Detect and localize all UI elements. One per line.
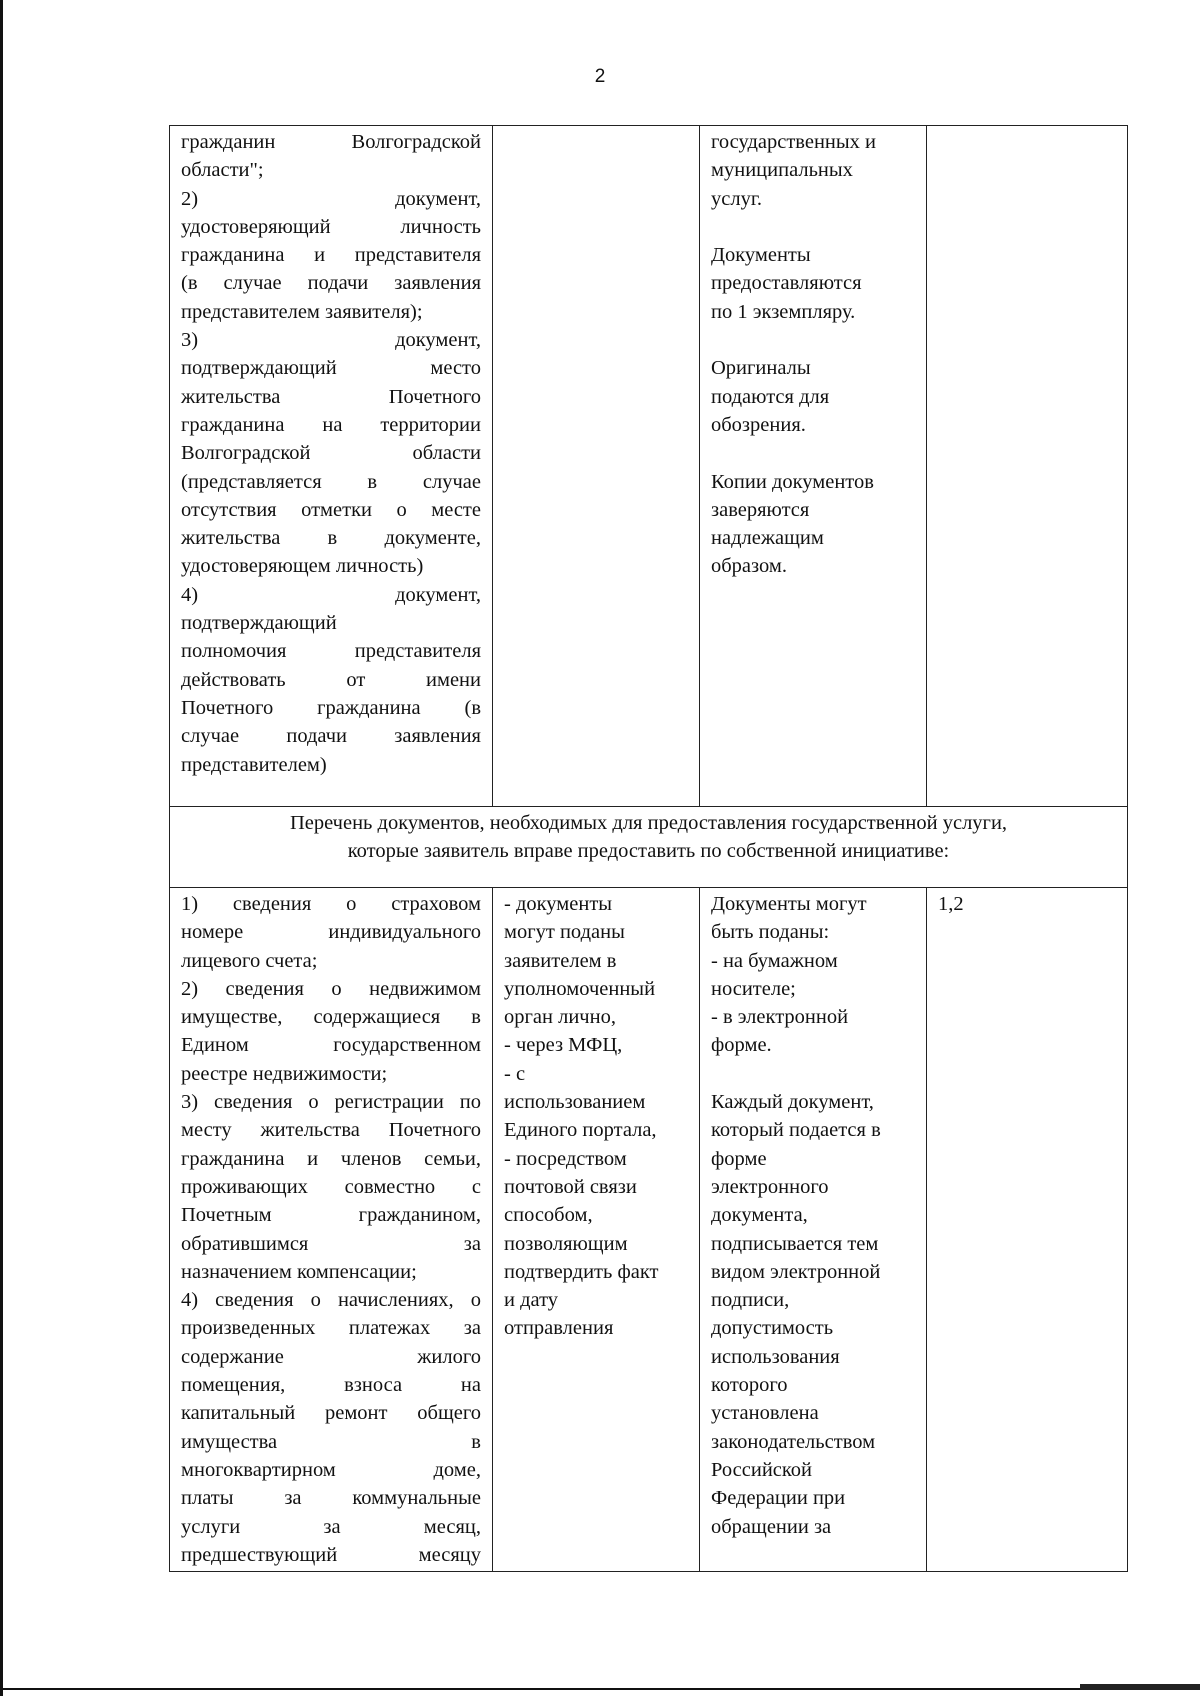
text-line: платы за коммунальные [181, 1487, 481, 1510]
row1-method-cell [493, 126, 700, 807]
row3-method-cell [493, 888, 700, 1572]
text-line: (представляется в случае [181, 470, 481, 493]
blank-line [711, 213, 915, 241]
text-line: могут поданы [504, 921, 625, 944]
text-line: случае подачи заявления [181, 725, 481, 748]
text-line: подтверждающий [181, 612, 337, 635]
text-line: лицевого счета; [181, 949, 318, 972]
blank-line [711, 326, 915, 354]
text-line: Почетным гражданином, [181, 1204, 481, 1227]
text-line: 4) документ, [181, 583, 481, 606]
text-line: законодательством [711, 1430, 876, 1453]
text-line: многоквартирном доме, [181, 1458, 481, 1481]
text-line: предоставляются [711, 272, 862, 295]
text-line: установлена [711, 1402, 819, 1425]
table-row [170, 126, 1128, 807]
text-line: - на бумажном [711, 949, 838, 972]
text-line: муниципальных [711, 159, 853, 182]
text-line: услуг. [711, 187, 763, 210]
text-line: подаются для [711, 385, 830, 408]
text-line: гражданина и представителя [181, 244, 481, 267]
text-line: подписи, [711, 1289, 790, 1312]
text-line: проживающих совместно с [181, 1175, 481, 1198]
text-line: (в случае подачи заявления [181, 272, 481, 295]
text-line: документа, [711, 1204, 808, 1227]
blank-line [711, 439, 915, 467]
text-line: форме. [711, 1034, 772, 1057]
text-line: видом электронной [711, 1260, 881, 1283]
scan-edge-left [0, 0, 3, 1696]
text-line: Копии документов [711, 470, 874, 493]
text-line: 1) сведения о страховом [181, 893, 481, 915]
text-line: удостоверяющий личность [181, 215, 481, 238]
text-line: месту жительства Почетного [181, 1119, 481, 1142]
text-line: 2) сведения о недвижимом [181, 977, 481, 1000]
text-line: допустимость [711, 1317, 834, 1340]
text-line: жительства Почетного [181, 385, 481, 408]
text-line: гражданин Волгоградской [181, 131, 481, 153]
text-line: имуществе, содержащиеся в [181, 1006, 481, 1029]
text-line: Федерации при [711, 1487, 846, 1510]
text-line: - с [504, 1062, 526, 1085]
text-line: услуги за месяц, [181, 1515, 481, 1538]
text-line: форме [711, 1147, 767, 1170]
text-line: содержание жилого [181, 1345, 481, 1368]
row1-documents-cell [170, 126, 493, 807]
text-line: Почетного гражданина (в [181, 696, 481, 719]
text-line: Единого портала, [504, 1119, 657, 1142]
text-line: 2) документ, [181, 187, 481, 210]
text-line: Каждый документ, [711, 1091, 874, 1114]
text-line: представителем) [181, 753, 327, 776]
text-line: Волгоградской области [181, 442, 481, 465]
text-line: отправления [504, 1317, 614, 1340]
text-line: - через МФЦ, [504, 1034, 623, 1057]
section-heading-line2: которые заявитель вправе предоставить по собственной инициативе: [347, 840, 950, 863]
text-line: имущества в [181, 1430, 481, 1453]
text-line: номере индивидуального [181, 921, 481, 944]
text-line: уполномоченный [504, 977, 656, 1000]
text-line: реестре недвижимости; [181, 1062, 388, 1085]
text-line: обозрения. [711, 413, 806, 436]
text-line: Оригиналы [711, 357, 811, 380]
text-line: 3) документ, [181, 329, 481, 352]
text-line: предшествующий месяцу [181, 1543, 481, 1566]
text-line: надлежащим [711, 527, 824, 550]
text-line: представителем заявителя); [181, 300, 423, 323]
text-line: 4) сведения о начислениях, о [181, 1289, 481, 1312]
row3-documents-cell [170, 888, 493, 1572]
text-line: заверяются [711, 498, 810, 521]
text-line: заявителем в [504, 949, 617, 972]
text-line: - посредством [504, 1147, 627, 1170]
text-line: использованием [504, 1091, 646, 1114]
text-line: быть поданы: [711, 921, 830, 944]
text-line: электронного [711, 1175, 829, 1198]
text-line: обратившимся за [181, 1232, 481, 1255]
text-line: орган лично, [504, 1006, 616, 1029]
text-line: обращении за [711, 1515, 832, 1538]
text-line: позволяющим [504, 1232, 628, 1255]
text-line: носителе; [711, 977, 796, 1000]
text-line: удостоверяющем личность) [181, 555, 424, 578]
text-line: Документы [711, 244, 811, 267]
text-line: помещения, взноса на [181, 1374, 481, 1397]
text-line: способом, [504, 1204, 593, 1227]
text-line: произведенных платежах за [181, 1317, 481, 1340]
text-line: по 1 экземпляру. [711, 300, 856, 323]
text-line: подписывается тем [711, 1232, 879, 1255]
text-line: государственных и [711, 131, 877, 153]
text-line: назначением компенсации; [181, 1260, 417, 1283]
documents-table [169, 125, 1128, 1572]
text-line: капитальный ремонт общего [181, 1402, 481, 1425]
section-heading-line1: Перечень документов, необходимых для предоставления государственной услуги, [289, 812, 1008, 834]
text-line: жительства в документе, [181, 527, 481, 550]
row1-notes-cell [927, 126, 1128, 807]
text-line: отсутствия отметки о месте [181, 498, 481, 521]
row1-requirements-cell [700, 126, 927, 807]
text-line: - документы [504, 893, 613, 915]
text-line: который подается в [711, 1119, 881, 1142]
text-line: которого [711, 1374, 788, 1397]
blank-line [711, 1060, 915, 1088]
scan-edge-bottom-mark [1080, 1684, 1200, 1690]
scan-edge-bottom [0, 1688, 1200, 1690]
table-row [170, 888, 1128, 1572]
text-line: и дату [504, 1289, 559, 1312]
text-line: полномочия представителя [181, 640, 481, 663]
text-line: области"; [181, 159, 264, 182]
row3-notes-cell [927, 888, 1128, 1572]
page-number: 2 [594, 66, 606, 87]
text-line: действовать от имени [181, 668, 481, 691]
text-line: Документы могут [711, 893, 867, 915]
text-line: гражданина и членов семьи, [181, 1147, 481, 1170]
section-row [170, 807, 1128, 888]
text-line: Российской [711, 1458, 813, 1481]
text-line: использования [711, 1345, 840, 1368]
text-line: образом. [711, 555, 787, 578]
text-line: 3) сведения о регистрации по [181, 1091, 481, 1114]
text-line: - в электронной [711, 1006, 849, 1029]
text-line: гражданина на территории [181, 413, 481, 436]
section-heading-cell [170, 807, 1128, 888]
text-line: почтовой связи [504, 1175, 637, 1198]
row3-requirements-cell [700, 888, 927, 1572]
text-line: Едином государственном [181, 1034, 481, 1057]
text-line: подтверждающий место [181, 357, 481, 380]
text-line: 1,2 [938, 893, 964, 915]
text-line: подтвердить факт [504, 1260, 659, 1283]
